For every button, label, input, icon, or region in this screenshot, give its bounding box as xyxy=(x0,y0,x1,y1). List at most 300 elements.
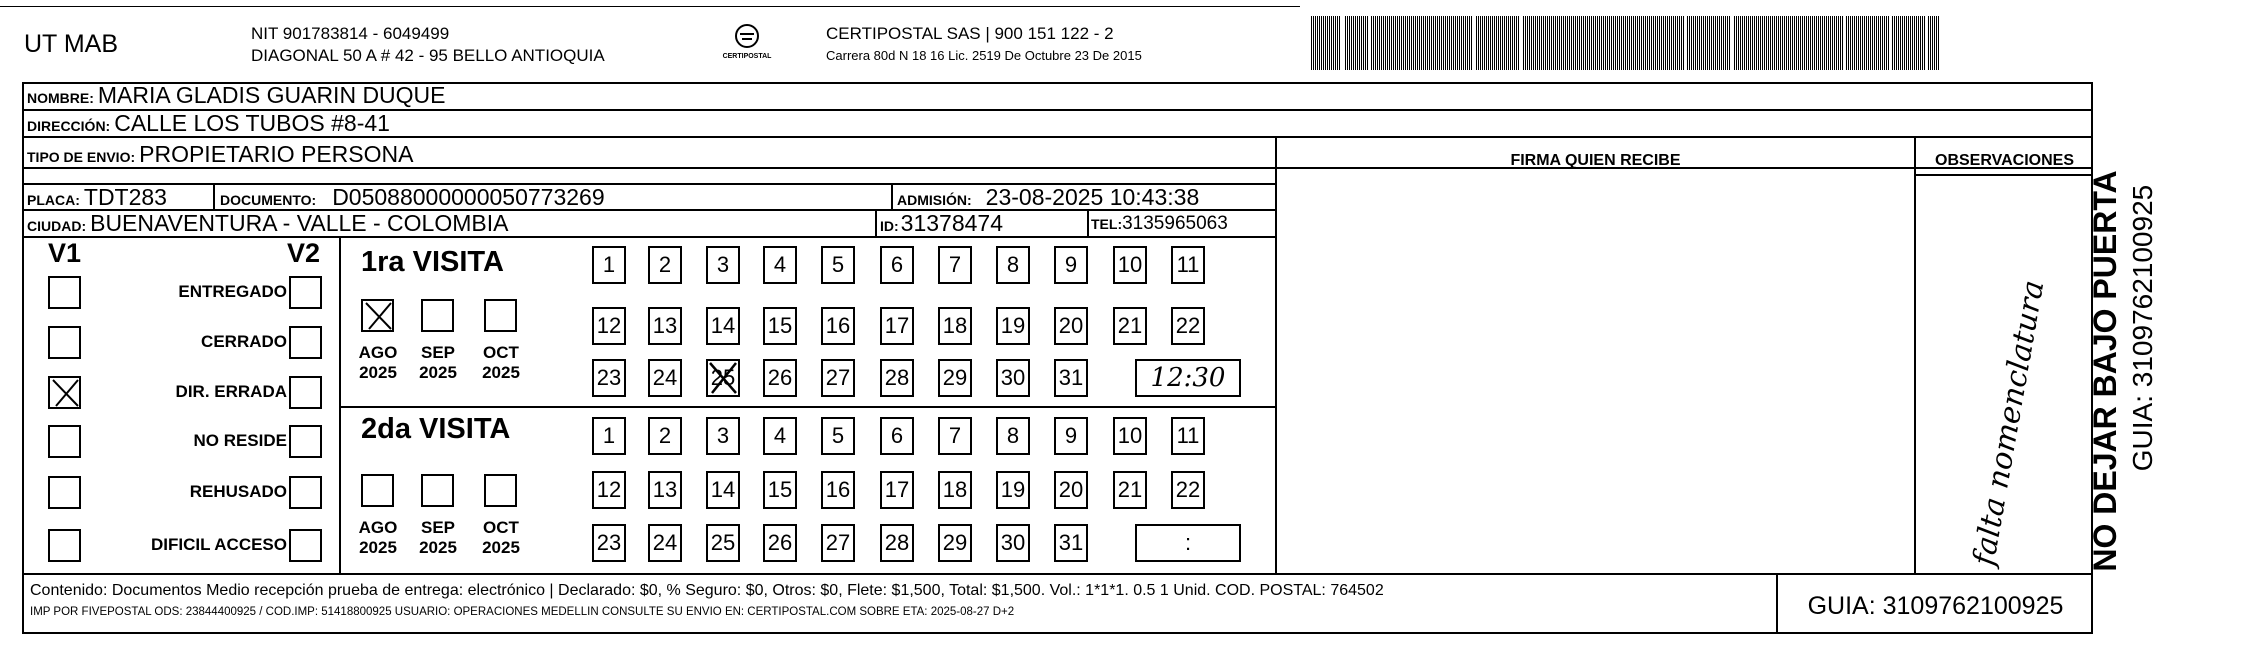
barcode-bar xyxy=(1327,16,1328,70)
barcode-bar xyxy=(1770,16,1771,70)
barcode-bar xyxy=(1729,16,1730,70)
barcode-bar xyxy=(1347,16,1348,70)
status-v1-checkbox[interactable] xyxy=(48,529,81,562)
tipo-label: TIPO DE ENVIO: xyxy=(27,149,136,165)
barcode-bar xyxy=(1894,16,1895,70)
barcode-bar xyxy=(1353,16,1354,70)
barcode-bar xyxy=(1465,16,1466,70)
barcode-bar xyxy=(1373,16,1374,70)
barcode-bar xyxy=(1842,16,1843,70)
visit1-day-box[interactable]: 25 xyxy=(706,359,740,397)
visit1-day-box[interactable]: 16 xyxy=(821,307,855,345)
barcode-bar xyxy=(1697,16,1698,70)
barcode-bar xyxy=(1932,16,1933,70)
barcode-bar xyxy=(1719,16,1720,70)
logo-text: CERTIPOSTAL xyxy=(722,53,772,60)
barcode-bar xyxy=(1677,16,1678,70)
barcode-bar xyxy=(1633,16,1634,70)
visit1-day-box[interactable]: 29 xyxy=(938,359,972,397)
visit2-day-box[interactable]: 28 xyxy=(880,524,914,562)
barcode-bar xyxy=(1910,16,1911,70)
certipostal-info: CERTIPOSTAL SAS | 900 151 122 - 2 xyxy=(826,24,1114,43)
visit2-day-box[interactable]: 6 xyxy=(880,417,914,455)
barcode-bar xyxy=(1482,16,1483,70)
v2-header: V2 xyxy=(287,238,321,268)
visit2-day-box[interactable]: 24 xyxy=(648,524,682,562)
barcode-bar xyxy=(1914,16,1915,70)
barcode-bar xyxy=(1621,16,1622,70)
barcode-bar xyxy=(1884,16,1885,70)
visit2-day-box[interactable]: 16 xyxy=(821,471,855,509)
barcode-bar xyxy=(1822,16,1823,70)
barcode-bar xyxy=(1531,16,1532,70)
visit2-day-box[interactable]: 9 xyxy=(1054,417,1088,455)
barcode-bar xyxy=(1421,16,1422,70)
barcode-bar xyxy=(1417,16,1418,70)
visit2-day-box[interactable]: 21 xyxy=(1113,471,1147,509)
status-v1-checkbox[interactable] xyxy=(48,276,81,309)
admision-label: ADMISIÓN: xyxy=(897,192,972,208)
barcode-bar xyxy=(1703,16,1704,70)
barcode-bar xyxy=(1627,16,1628,70)
status-v1-checkbox[interactable] xyxy=(48,425,81,458)
barcode-bar xyxy=(1579,16,1580,70)
barcode-bar xyxy=(1535,16,1536,70)
firma-label: FIRMA QUIEN RECIBE xyxy=(1510,152,1681,169)
barcode-bar xyxy=(1908,16,1909,70)
barcode-bar xyxy=(1518,16,1519,70)
barcode-bar xyxy=(1850,16,1851,70)
barcode-bar xyxy=(1525,16,1526,70)
barcode-bar xyxy=(1876,16,1877,70)
visit2-day-box[interactable]: 27 xyxy=(821,524,855,562)
status-v2-checkbox[interactable] xyxy=(289,425,322,458)
visit1-day-box[interactable]: 21 xyxy=(1113,307,1147,345)
barcode-bar xyxy=(1411,16,1412,70)
visit2-day-box[interactable]: 15 xyxy=(763,471,797,509)
barcode-bar xyxy=(1721,16,1722,70)
visit2-day-box[interactable]: 3 xyxy=(706,417,740,455)
barcode-bar xyxy=(1673,16,1674,70)
ciudad-value: BUENAVENTURA - VALLE - COLOMBIA xyxy=(90,210,509,236)
side-guia: GUIA: 3109762100925 xyxy=(2127,184,2158,472)
visit2-day-box[interactable]: 5 xyxy=(821,417,855,455)
barcode-bar xyxy=(1826,16,1827,70)
barcode-bar xyxy=(1447,16,1448,70)
visit2-day-box[interactable]: 25 xyxy=(706,524,740,562)
barcode-bar xyxy=(1880,16,1881,70)
barcode-bar xyxy=(1463,16,1464,70)
barcode-bar xyxy=(1828,16,1829,70)
barcode-bar xyxy=(1810,16,1811,70)
visit2-day-box[interactable]: 22 xyxy=(1171,471,1205,509)
barcode-bar xyxy=(1471,16,1472,70)
visit2-day-box[interactable]: 18 xyxy=(938,471,972,509)
barcode-bar xyxy=(1709,16,1710,70)
barcode-bar xyxy=(1529,16,1530,70)
barcode-bar xyxy=(1788,16,1789,70)
nombre-label: NOMBRE: xyxy=(27,90,94,106)
visit1-time-box[interactable]: 12:30 xyxy=(1135,359,1241,397)
status-v1-checkbox[interactable] xyxy=(48,326,81,359)
visit1-month-checkbox[interactable] xyxy=(361,299,394,332)
certipostal-resolution: Carrera 80d N 18 16 Lic. 2519 De Octubre 23 De 2015 xyxy=(826,48,1142,63)
barcode-bar xyxy=(1425,16,1426,70)
barcode-bar xyxy=(1856,16,1857,70)
barcode-bar xyxy=(1854,16,1855,70)
visit2-day-box[interactable]: 7 xyxy=(938,417,972,455)
barcode-bar xyxy=(1379,16,1380,70)
visit1-day-box[interactable]: 12 xyxy=(592,307,626,345)
v1-header: V1 xyxy=(48,238,82,268)
visit1-day-box[interactable]: 26 xyxy=(763,359,797,397)
direccion-field xyxy=(27,110,390,137)
visit2-day-box[interactable]: 13 xyxy=(648,471,682,509)
barcode-bar xyxy=(1533,16,1534,70)
barcode-bar xyxy=(1896,16,1897,70)
barcode-bar xyxy=(1912,16,1913,70)
barcode-bar xyxy=(1365,16,1366,70)
barcode-bar xyxy=(1862,16,1863,70)
admision-value: 23-08-2025 10:43:38 xyxy=(985,184,1200,210)
barcode-bar xyxy=(1756,16,1757,70)
barcode-bar xyxy=(1429,16,1430,70)
visit1-day-box[interactable]: 5 xyxy=(821,246,855,284)
status-label: NO RESIDE xyxy=(193,431,287,450)
barcode-bar xyxy=(1934,16,1935,70)
barcode-bar xyxy=(1888,16,1889,70)
direccion-value: CALLE LOS TUBOS #8-41 xyxy=(114,110,390,136)
barcode-bar xyxy=(1545,16,1546,70)
barcode-bar xyxy=(1651,16,1652,70)
barcode-bar xyxy=(1738,16,1739,70)
barcode-bar xyxy=(1653,16,1654,70)
barcode-bar xyxy=(1467,16,1468,70)
status-v1-checkbox[interactable] xyxy=(48,376,81,409)
barcode-bar xyxy=(1872,16,1873,70)
barcode-bar xyxy=(1816,16,1817,70)
barcode-bar xyxy=(1484,16,1485,70)
barcode-bar xyxy=(1681,16,1682,70)
barcode-bar xyxy=(1736,16,1737,70)
barcode-bar xyxy=(1711,16,1712,70)
barcode-bar xyxy=(1609,16,1610,70)
barcode-bar xyxy=(1512,16,1513,70)
barcode xyxy=(1309,16,1941,70)
visit2-day-box[interactable]: 10 xyxy=(1113,417,1147,455)
placa-field xyxy=(27,184,167,210)
barcode-bar xyxy=(1349,16,1350,70)
barcode-bar xyxy=(1892,16,1893,70)
barcode-bar xyxy=(1649,16,1650,70)
barcode-bar xyxy=(1663,16,1664,70)
visit1-day-box[interactable]: 30 xyxy=(996,359,1030,397)
barcode-bar xyxy=(1427,16,1428,70)
visit1-day-box[interactable]: 2 xyxy=(648,246,682,284)
visit1-day-box[interactable]: 9 xyxy=(1054,246,1088,284)
visit1-day-box[interactable]: 1 xyxy=(592,246,626,284)
barcode-bar xyxy=(1657,16,1658,70)
barcode-bar xyxy=(1409,16,1410,70)
status-v2-checkbox[interactable] xyxy=(289,276,322,309)
barcode-bar xyxy=(1764,16,1765,70)
barcode-bar xyxy=(1500,16,1501,70)
placa-value: TDT283 xyxy=(83,184,167,210)
visit2-month-checkbox[interactable] xyxy=(484,474,517,507)
visit2-month-checkbox[interactable] xyxy=(361,474,394,507)
visit2-day-box[interactable]: 1 xyxy=(592,417,626,455)
visit2-day-box[interactable]: 11 xyxy=(1171,417,1205,455)
barcode-bar xyxy=(1599,16,1600,70)
visit1-day-box[interactable]: 8 xyxy=(996,246,1030,284)
visit2-day-box[interactable]: 4 xyxy=(763,417,797,455)
visit2-day-box[interactable]: 17 xyxy=(880,471,914,509)
barcode-bar xyxy=(1936,16,1937,70)
barcode-bar xyxy=(1415,16,1416,70)
barcode-bar xyxy=(1593,16,1594,70)
barcode-bar xyxy=(1311,16,1312,70)
barcode-bar xyxy=(1508,16,1509,70)
barcode-bar xyxy=(1705,16,1706,70)
visit1-day-box[interactable]: 19 xyxy=(996,307,1030,345)
barcode-bar xyxy=(1453,16,1454,70)
barcode-bar xyxy=(1589,16,1590,70)
barcode-bar xyxy=(1748,16,1749,70)
barcode-bar xyxy=(1918,16,1919,70)
visit1-day-box[interactable]: 15 xyxy=(763,307,797,345)
barcode-bar xyxy=(1727,16,1728,70)
barcode-bar xyxy=(1661,16,1662,70)
barcode-bar xyxy=(1527,16,1528,70)
barcode-bar xyxy=(1623,16,1624,70)
barcode-bar xyxy=(1565,16,1566,70)
visit2-day-box[interactable]: 19 xyxy=(996,471,1030,509)
visit2-day-box[interactable]: 14 xyxy=(706,471,740,509)
handwritten-note-text: falta nomenclatura xyxy=(1966,277,2052,569)
barcode-bar xyxy=(1848,16,1849,70)
barcode-bar xyxy=(1547,16,1548,70)
barcode-bar xyxy=(1331,16,1332,70)
barcode-bar xyxy=(1838,16,1839,70)
barcode-bar xyxy=(1631,16,1632,70)
barcode-bar xyxy=(1321,16,1322,70)
barcode-bar xyxy=(1830,16,1831,70)
barcode-bar xyxy=(1575,16,1576,70)
barcode-bar xyxy=(1916,16,1917,70)
visit1-month-checkbox[interactable] xyxy=(484,299,517,332)
barcode-bar xyxy=(1641,16,1642,70)
barcode-bar xyxy=(1740,16,1741,70)
visit2-day-box[interactable]: 20 xyxy=(1054,471,1088,509)
barcode-bar xyxy=(1874,16,1875,70)
visit2-day-box[interactable]: 30 xyxy=(996,524,1030,562)
barcode-bar xyxy=(1687,16,1688,70)
visit1-day-box[interactable]: 20 xyxy=(1054,307,1088,345)
barcode-bar xyxy=(1451,16,1452,70)
barcode-bar xyxy=(1906,16,1907,70)
barcode-bar xyxy=(1583,16,1584,70)
barcode-bar xyxy=(1898,16,1899,70)
barcode-bar xyxy=(1922,16,1923,70)
barcode-bar xyxy=(1455,16,1456,70)
barcode-bar xyxy=(1502,16,1503,70)
barcode-bar xyxy=(1930,16,1931,70)
visit1-day-box[interactable]: 13 xyxy=(648,307,682,345)
barcode-bar xyxy=(1790,16,1791,70)
barcode-bar xyxy=(1419,16,1420,70)
barcode-bar xyxy=(1860,16,1861,70)
barcode-bar xyxy=(1679,16,1680,70)
barcode-bar xyxy=(1381,16,1382,70)
documento-value: D05088000000050773269 xyxy=(332,184,605,210)
barcode-bar xyxy=(1563,16,1564,70)
status-v2-checkbox[interactable] xyxy=(289,529,322,562)
barcode-bar xyxy=(1333,16,1334,70)
barcode-bar xyxy=(1595,16,1596,70)
direccion-label: DIRECCIÓN: xyxy=(27,118,111,134)
barcode-bar xyxy=(1537,16,1538,70)
barcode-bar xyxy=(1557,16,1558,70)
visit2-month-label: SEP 2025 xyxy=(419,518,457,557)
visit1-day-box[interactable]: 18 xyxy=(938,307,972,345)
status-v1-checkbox[interactable] xyxy=(48,476,81,509)
barcode-bar xyxy=(1385,16,1386,70)
barcode-bar xyxy=(1488,16,1489,70)
barcode-bar xyxy=(1693,16,1694,70)
barcode-bar xyxy=(1691,16,1692,70)
barcode-bar xyxy=(1689,16,1690,70)
visit2-day-box[interactable]: 2 xyxy=(648,417,682,455)
barcode-bar xyxy=(1367,16,1368,70)
company-address: DIAGONAL 50 A # 42 - 95 BELLO ANTIOQUIA xyxy=(251,46,605,65)
barcode-bar xyxy=(1391,16,1392,70)
tipo-field xyxy=(27,139,413,166)
barcode-bar xyxy=(1323,16,1324,70)
barcode-bar xyxy=(1439,16,1440,70)
visit1-day-box[interactable]: 4 xyxy=(763,246,797,284)
barcode-bar xyxy=(1744,16,1745,70)
barcode-bar xyxy=(1780,16,1781,70)
barcode-bar xyxy=(1804,16,1805,70)
visit2-day-box[interactable]: 23 xyxy=(592,524,626,562)
status-label: REHUSADO xyxy=(189,482,287,501)
barcode-bar xyxy=(1818,16,1819,70)
barcode-bar xyxy=(1701,16,1702,70)
barcode-bar xyxy=(1858,16,1859,70)
observaciones-label: OBSERVACIONES xyxy=(1935,152,2074,169)
barcode-bar xyxy=(1904,16,1905,70)
barcode-bar xyxy=(1431,16,1432,70)
visit2-day-box[interactable]: 31 xyxy=(1054,524,1088,562)
barcode-bar xyxy=(1619,16,1620,70)
barcode-bar xyxy=(1671,16,1672,70)
barcode-bar xyxy=(1571,16,1572,70)
barcode-bar xyxy=(1433,16,1434,70)
barcode-bar xyxy=(1766,16,1767,70)
barcode-bar xyxy=(1617,16,1618,70)
barcode-bar xyxy=(1399,16,1400,70)
barcode-bar xyxy=(1754,16,1755,70)
barcode-bar xyxy=(1551,16,1552,70)
visit1-day-box[interactable]: 11 xyxy=(1171,246,1205,284)
barcode-bar xyxy=(1395,16,1396,70)
visit1-day-box[interactable]: 31 xyxy=(1054,359,1088,397)
barcode-bar xyxy=(1928,16,1929,70)
visit1-day-box[interactable]: 17 xyxy=(880,307,914,345)
visit2-month-checkbox[interactable] xyxy=(421,474,454,507)
visit1-day-box[interactable]: 3 xyxy=(706,246,740,284)
visit2-day-box[interactable]: 12 xyxy=(592,471,626,509)
status-v2-checkbox[interactable] xyxy=(289,476,322,509)
ciudad-label: CIUDAD: xyxy=(27,218,87,234)
barcode-bar xyxy=(1695,16,1696,70)
footer-print-info: IMP POR FIVEPOSTAL ODS: 23844400925 / COD.IMP: 51418800925 USUARIO: OPERACIONES MEDELLIN CONSULTE SU ENVIO EN: CERTIPOSTAL.COM SOBRE ETA: 2025-08-27 D+2 xyxy=(30,606,1015,618)
visit1-day-box[interactable]: 28 xyxy=(880,359,914,397)
barcode-bar xyxy=(1768,16,1769,70)
barcode-bar xyxy=(1359,16,1360,70)
barcode-bar xyxy=(1516,16,1517,70)
barcode-bar xyxy=(1469,16,1470,70)
status-v2-checkbox[interactable] xyxy=(289,376,322,409)
barcode-bar xyxy=(1577,16,1578,70)
barcode-bar xyxy=(1758,16,1759,70)
barcode-bar xyxy=(1836,16,1837,70)
visit1-month-checkbox[interactable] xyxy=(421,299,454,332)
barcode-bar xyxy=(1750,16,1751,70)
barcode-bar xyxy=(1476,16,1477,70)
nombre-field xyxy=(27,82,446,109)
visit1-day-box[interactable]: 27 xyxy=(821,359,855,397)
barcode-bar xyxy=(1742,16,1743,70)
visit2-day-box[interactable]: 8 xyxy=(996,417,1030,455)
visit1-day-box[interactable]: 10 xyxy=(1113,246,1147,284)
barcode-bar xyxy=(1796,16,1797,70)
id-value: 31378474 xyxy=(900,210,1004,236)
barcode-bar xyxy=(1441,16,1442,70)
barcode-bar xyxy=(1478,16,1479,70)
barcode-bar xyxy=(1774,16,1775,70)
barcode-bar xyxy=(1345,16,1346,70)
barcode-bar xyxy=(1325,16,1326,70)
barcode-bar xyxy=(1435,16,1436,70)
ciudad-field xyxy=(27,210,508,237)
barcode-bar xyxy=(1611,16,1612,70)
barcode-bar xyxy=(1413,16,1414,70)
visit1-day-box[interactable]: 22 xyxy=(1171,307,1205,345)
barcode-bar xyxy=(1734,16,1735,70)
visit1-day-box[interactable]: 24 xyxy=(648,359,682,397)
barcode-bar xyxy=(1457,16,1458,70)
status-v2-checkbox[interactable] xyxy=(289,326,322,359)
barcode-bar xyxy=(1337,16,1338,70)
barcode-bar xyxy=(1449,16,1450,70)
visit1-title: 1ra VISITA xyxy=(361,246,504,278)
visit2-day-box[interactable]: 26 xyxy=(763,524,797,562)
barcode-bar xyxy=(1762,16,1763,70)
barcode-bar xyxy=(1665,16,1666,70)
visit1-day-box[interactable]: 23 xyxy=(592,359,626,397)
visit2-day-box[interactable]: 29 xyxy=(938,524,972,562)
status-label: CERRADO xyxy=(201,332,287,351)
barcode-bar xyxy=(1541,16,1542,70)
barcode-bar xyxy=(1361,16,1362,70)
barcode-bar xyxy=(1351,16,1352,70)
visit1-day-box[interactable]: 7 xyxy=(938,246,972,284)
barcode-bar xyxy=(1938,16,1939,70)
visit1-day-box[interactable]: 6 xyxy=(880,246,914,284)
visit1-day-box[interactable]: 14 xyxy=(706,307,740,345)
visit2-time-box[interactable]: : xyxy=(1135,524,1241,562)
